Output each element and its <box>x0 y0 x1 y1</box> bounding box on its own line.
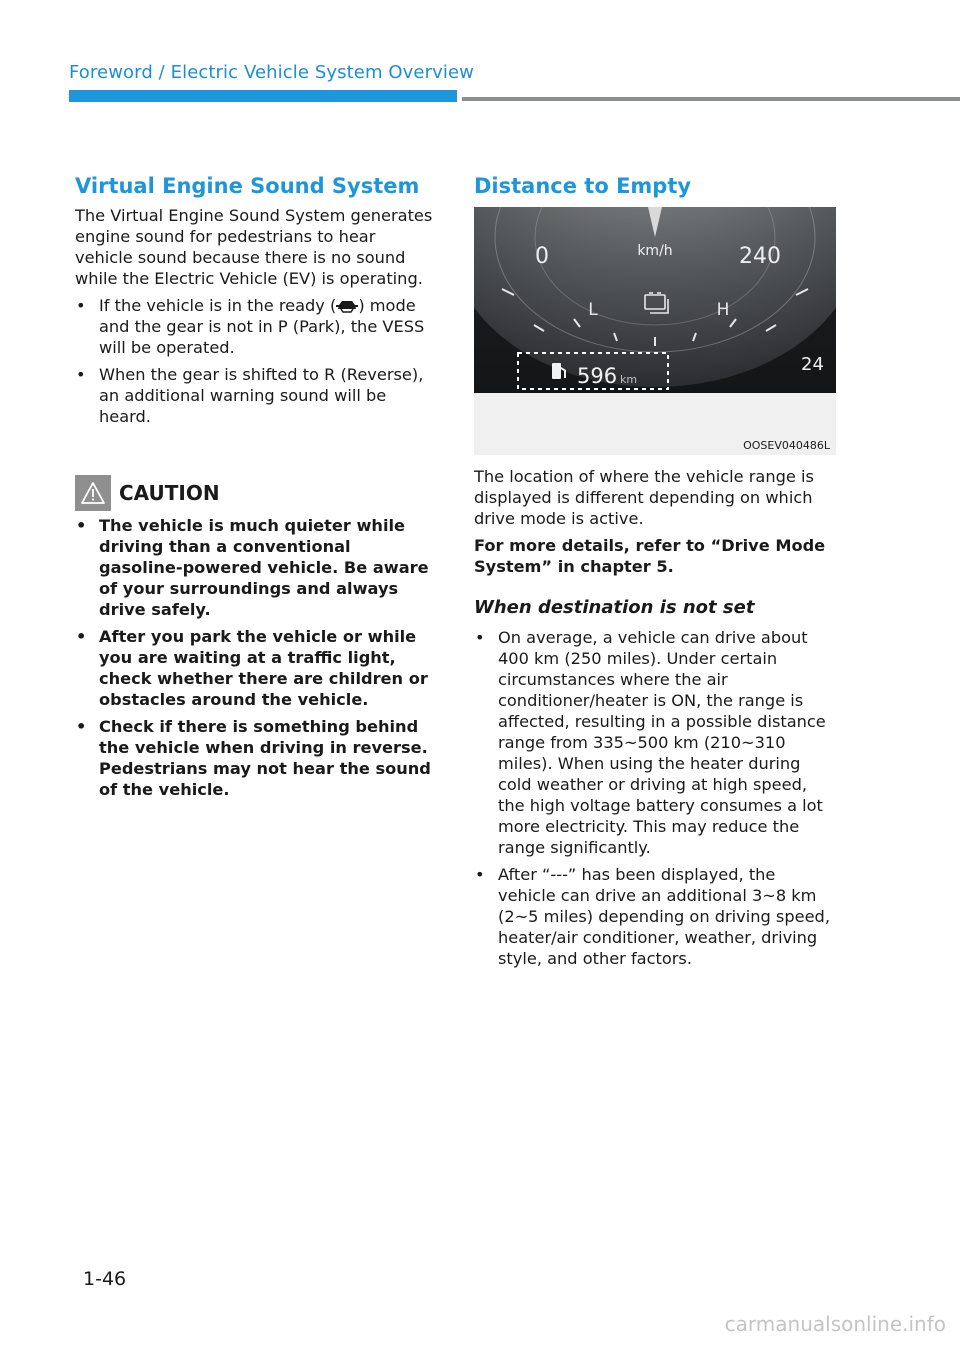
range-unit: km <box>620 373 638 386</box>
temperature-value: 24 <box>801 354 824 375</box>
warning-triangle-icon <box>75 475 111 511</box>
list-item: • The vehicle is much quieter while driving than a conventional gasoline-powered vehicle. Be aware of your surroundings and always drive safely. <box>75 515 437 620</box>
figure-caption: OOSEV040486L <box>743 439 830 452</box>
list-item: • After “---” has been displayed, the vehicle can drive an additional 3~8 km (2~5 miles) depending on driving speed, heater/air conditioner, weather, driving style, and other factors. <box>474 864 838 969</box>
dte-body <box>474 466 838 577</box>
header-bar-rule <box>462 97 960 101</box>
gauge-high-label: H <box>716 300 730 320</box>
header-bar-accent <box>69 90 457 102</box>
list-item: • After you park the vehicle or while you are waiting at a traffic light, check whether there are children or obstacles around the vehicle. <box>75 626 437 710</box>
gauge-zero-label: 0 <box>535 244 549 269</box>
instrument-cluster-image <box>474 207 836 455</box>
cluster-figure <box>474 207 836 455</box>
watermark: carmanualsonline.info <box>724 1312 946 1336</box>
list-item: • Check if there is something behind the vehicle when driving in reverse. Pedestrians may not hear the sound of the vehicle. <box>75 716 437 800</box>
page-number: 1-46 <box>83 1268 127 1290</box>
dte-bullets <box>474 627 838 975</box>
gauge-low-label: L <box>588 300 598 320</box>
dte-para-reference: For more details, refer to “Drive Mode System” in chapter 5. <box>474 536 826 576</box>
subhead-destination-not-set: When destination is not set <box>474 597 755 618</box>
caution-list <box>75 515 437 800</box>
dte-para-location: The location of where the vehicle range is displayed is different depending on which drive mode is active. <box>474 467 814 528</box>
gauge-max-label: 240 <box>739 244 781 269</box>
list-item: • When the gear is shifted to R (Reverse), an additional warning sound will be heard. <box>75 364 437 427</box>
vess-intro: The Virtual Engine Sound System generates engine sound for pedestrians to hear vehicle sound because there is no sound while the Electric Vehicle (EV) is operating. <box>75 206 433 288</box>
list-item: • If the vehicle is in the ready ( ) mode and the gear is not in P (Park), the VESS will be operated. <box>75 295 437 358</box>
caution-body <box>75 515 437 806</box>
range-value: 596 <box>577 364 618 388</box>
dte-bullet-list <box>474 627 838 969</box>
caution-label: CAUTION <box>119 481 220 505</box>
breadcrumb: Foreword / Electric Vehicle System Overview <box>69 62 474 83</box>
section-title-dte: Distance to Empty <box>474 174 692 198</box>
list-item: • On average, a vehicle can drive about 400 km (250 miles). Under certain circumstances where the air conditioner/heater is ON, the range is affected, resulting in a possible distance range from 335~500 km (210~310 miles). When using the heater during cold weather or driving at high speed, the high voltage battery consumes a lot more electricity. This may reduce the range significantly. <box>474 627 838 858</box>
gauge-unit-label: km/h <box>637 243 673 259</box>
vess-bullet-list <box>75 295 437 427</box>
ready-mode-icon <box>336 299 358 313</box>
vess-body <box>75 205 437 433</box>
caution-header <box>75 475 220 511</box>
section-title-vess: Virtual Engine Sound System <box>75 174 420 198</box>
